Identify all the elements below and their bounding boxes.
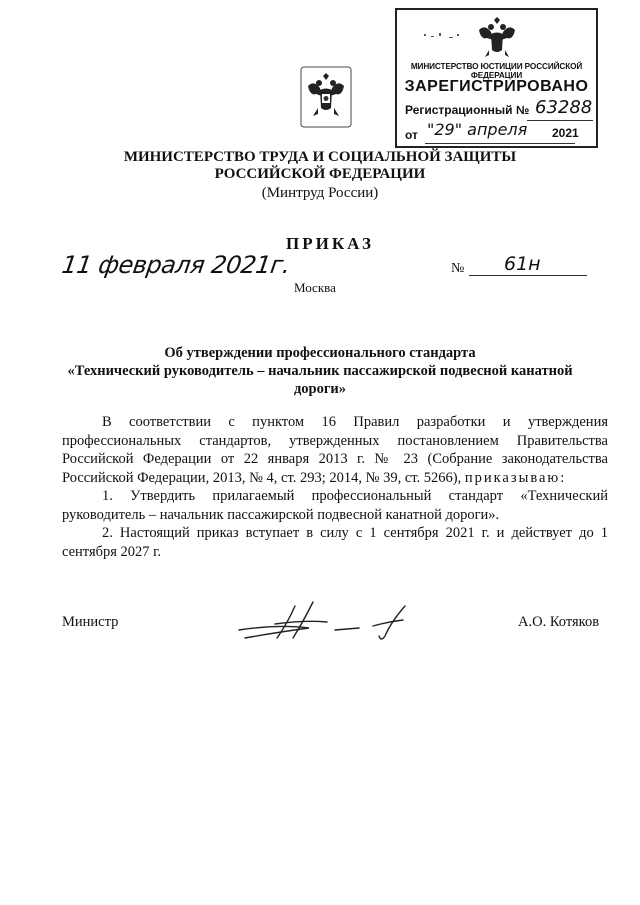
registration-stamp — [395, 8, 598, 148]
stamp-date: "29" апреля — [427, 120, 528, 139]
stamp-reg-number: 63288 — [535, 97, 593, 118]
signer-name: А.О. Котяков — [518, 614, 600, 630]
handwritten-signature — [235, 600, 415, 645]
order-title-line3: дороги» — [293, 381, 347, 397]
doc-type: ПРИКАЗ — [286, 234, 374, 253]
org-name-line2: РОССИЙСКОЙ ФЕДЕРАЦИИ — [214, 166, 426, 182]
body-paragraph — [62, 413, 608, 487]
order-date: 11 февраля 2021г. — [60, 251, 292, 279]
stamp-print-artifact — [419, 28, 469, 48]
order-number: 61н — [504, 253, 541, 275]
emblem-icon — [300, 66, 352, 128]
body-item-1: 1. Утвердить прилагаемый профессиональный стандарт «Технический руководитель – начальник пассажирской подвесной канатной дороги». — [62, 488, 608, 523]
stamp-year: 2021 — [552, 126, 579, 140]
stamp-emblem-icon — [477, 16, 517, 60]
org-name-line1: МИНИСТЕРСТВО ТРУДА И СОЦИАЛЬНОЙ ЗАЩИТЫ — [123, 149, 517, 165]
signer-position: Министр — [62, 614, 119, 630]
number-sign: № — [451, 261, 465, 276]
stamp-ministry: МИНИСТЕРСТВО ЮСТИЦИИ РОССИЙСКОЙ ФЕДЕРАЦИИ — [410, 62, 583, 80]
stamp-registered: ЗАРЕГИСТРИРОВАНО — [404, 78, 589, 95]
stamp-reg-label: Регистрационный № — [405, 103, 530, 117]
order-body — [62, 413, 608, 561]
body-item-2: 2. Настоящий приказ вступает в силу с 1 сентября 2021 г. и действует до 1 сентября 2027 г. — [62, 525, 608, 560]
city: Москва — [294, 280, 336, 295]
org-short-name: (Минтруд России) — [261, 185, 379, 201]
order-title-line2: «Технический руководитель – начальник пассажирской подвесной канатной — [67, 363, 573, 379]
stamp-date-prefix: от — [405, 128, 418, 142]
body-decree-word: приказываю: — [464, 469, 567, 486]
order-title-line1: Об утверждении профессионального стандарта — [164, 345, 476, 361]
body-preamble: В соответствии с пунктом 16 Правил разработки и утверждения профессиональных стандартов, утвержденных постановлением Правительства Российской Федерации от 22 января 2013 г. № 23 (Собрание законодательства Российской Федерации, 2013, № 4, ст. 293; 2014, № 39, ст. 5266), — [62, 414, 608, 486]
